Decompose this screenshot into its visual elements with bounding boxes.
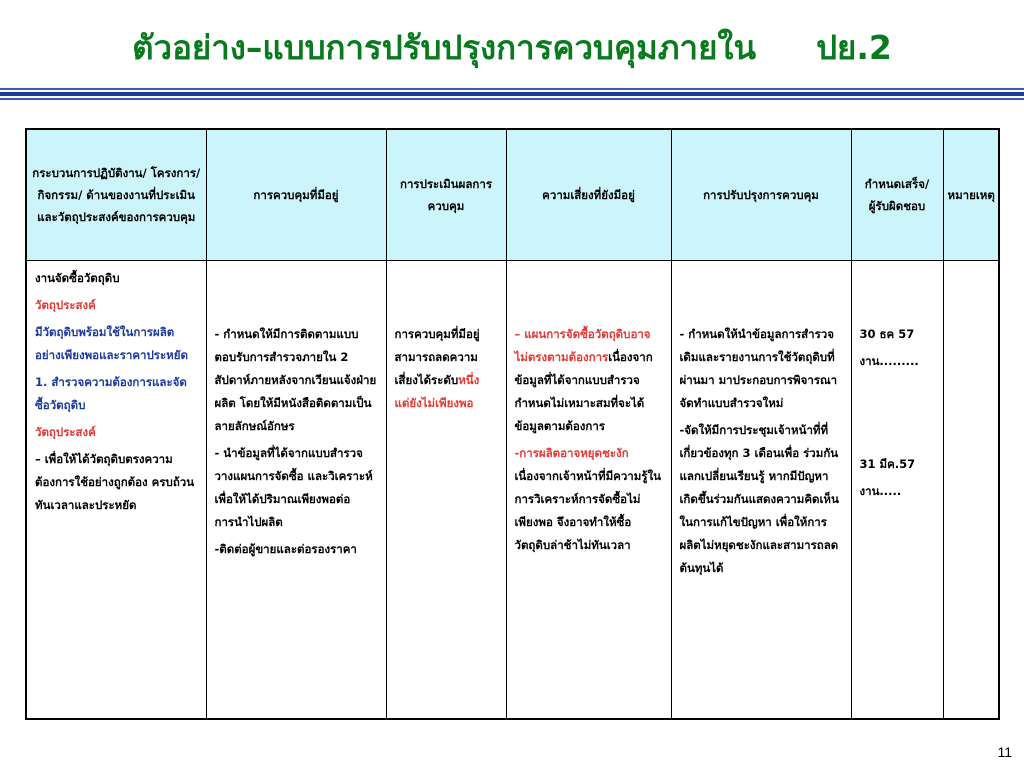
cell-remarks	[943, 261, 999, 720]
objective-label: วัตถุประสงค์	[35, 298, 96, 312]
page-number: 11	[997, 744, 1012, 760]
control-improvement-table	[25, 128, 1000, 720]
page-title	[0, 18, 1024, 78]
header-remarks: หมายเหตุ	[943, 129, 999, 261]
cell-due-owner	[851, 261, 943, 720]
sub-process: 1. สำรวจความต้องการและจัดซื้อวัตถุดิบ	[35, 375, 187, 412]
form-code: ปย.2	[816, 28, 892, 67]
owner-2: งาน.....	[859, 484, 902, 498]
control-item-2: - นำข้อมูลที่ได้จากแบบสำรวจ วางแผนการจัดซื้อ และวิเคราะห์ เพื่อให้ได้ปริมาณเพียงพอต่อการนำไปผลิต	[214, 446, 373, 529]
header-control-evaluation: การประเมินผลการควบคุม	[386, 129, 506, 261]
header-due-owner: กำหนดเสร็จ/ ผู้รับผิดชอบ	[851, 129, 943, 261]
cell-control-evaluation	[386, 261, 506, 720]
header-existing-controls: การควบคุมที่มีอยู่	[206, 129, 386, 261]
objective-text: มีวัตถุดิบพร้อมใช้ในการผลิตอย่างเพียงพอและราคาประหยัด	[35, 325, 188, 362]
header-process: กระบวนการปฏิบัติงาน/ โครงการ/ กิจกรรม/ ด้านของงานที่ประเมิน และวัตถุประสงค์ของการควบคุม	[26, 129, 206, 261]
evaluation-part-1: การควบคุมที่มีอยู่สามารถลดความเสี่ยงได้ระดับ	[394, 327, 480, 387]
improvement-item-2: -จัดให้มีการประชุมเจ้าหน้าที่ที่เกี่ยวข้องทุก 3 เดือนเพื่อ ร่วมกันแลกเปลี่ยนเรียนรู้ หากมีปัญหาเกิดขึ้นร่วมกันแสดงความคิดเห็นในการแก้ไขปัญหา เพื่อให้การผลิตไม่หยุดชะงักและสามารถลดต้นทุนได้	[679, 423, 839, 575]
control-item-3: -ติดต่อผู้ขายและต่อรองราคา	[214, 542, 357, 556]
control-item-1: - กำหนดให้มีการติดตามแบบตอบรับการสำรวจภายใน 2 สัปดาห์ภายหลังจากเวียนแจ้งฝ่ายผลิต โดยให้มีหนังสือติดตามเป็นลายลักษณ์อักษร	[214, 327, 377, 433]
cell-remaining-risk	[506, 261, 671, 720]
header-row	[26, 129, 999, 261]
cell-process	[26, 261, 206, 720]
sub-objective-label: วัตถุประสงค์	[35, 425, 96, 439]
cell-existing-controls	[206, 261, 386, 720]
owner-1: งาน.........	[859, 354, 919, 368]
evaluation-part-2: หนึ่ง แต่ยังไม่เพียงพอ	[394, 373, 480, 410]
risk-1-reason: เนื่องจากข้อมูลที่ได้จากแบบสำรวจกำหนดไม่เหมาะสมที่จะได้ข้อมูลตามต้องการ	[514, 350, 653, 433]
risk-1-highlight: – แผนการจัดซื้อวัตถุดิบอาจไม่ตรงตามต้องการ	[514, 327, 651, 364]
table-row	[26, 261, 999, 720]
evaluation-text	[395, 323, 498, 415]
risk-2-reason: เนื่องจากเจ้าหน้าที่มีความรู้ในการวิเคราะห์การจัดซื้อไม่เพียงพอ จึงอาจทำให้ซื้อวัตถุดิบล่าช้าไม่ทันเวลา	[514, 469, 662, 552]
rule-line-3	[0, 98, 1024, 100]
rule-line-1	[0, 88, 1024, 90]
risk-2-highlight: -การผลิตอาจหยุดชะงัก	[514, 446, 629, 460]
header-remaining-risk: ความเสี่ยงที่ยังมีอยู่	[506, 129, 671, 261]
rule-line-2	[0, 92, 1024, 96]
due-date-2: 31 มีค.57	[859, 457, 916, 471]
cell-control-improvement	[671, 261, 851, 720]
sub-objective-text: – เพื่อให้ได้วัตถุดิบตรงความต้องการใช้อย่างถูกต้อง ครบถ้วน ทันเวลาและประหยัด	[35, 452, 195, 512]
title-underline	[0, 88, 1024, 102]
risk-item-2	[515, 442, 663, 557]
due-date-1: 30 ธค 57	[859, 327, 915, 341]
header-control-improvement: การปรับปรุงการควบคุม	[671, 129, 851, 261]
risk-item-1	[515, 323, 663, 438]
title-text: ตัวอย่าง–แบบการปรับปรุงการควบคุมภายใน	[132, 28, 757, 67]
process-name: งานจัดซื้อวัตถุดิบ	[35, 271, 120, 285]
improvement-item-1: - กำหนดให้นำข้อมูลการสำรวจเดิมและรายงานการใช้วัตถุดิบที่ผ่านมา มาประกอบการพิจารณาจัดทำแบบสำรวจใหม่	[679, 327, 838, 410]
